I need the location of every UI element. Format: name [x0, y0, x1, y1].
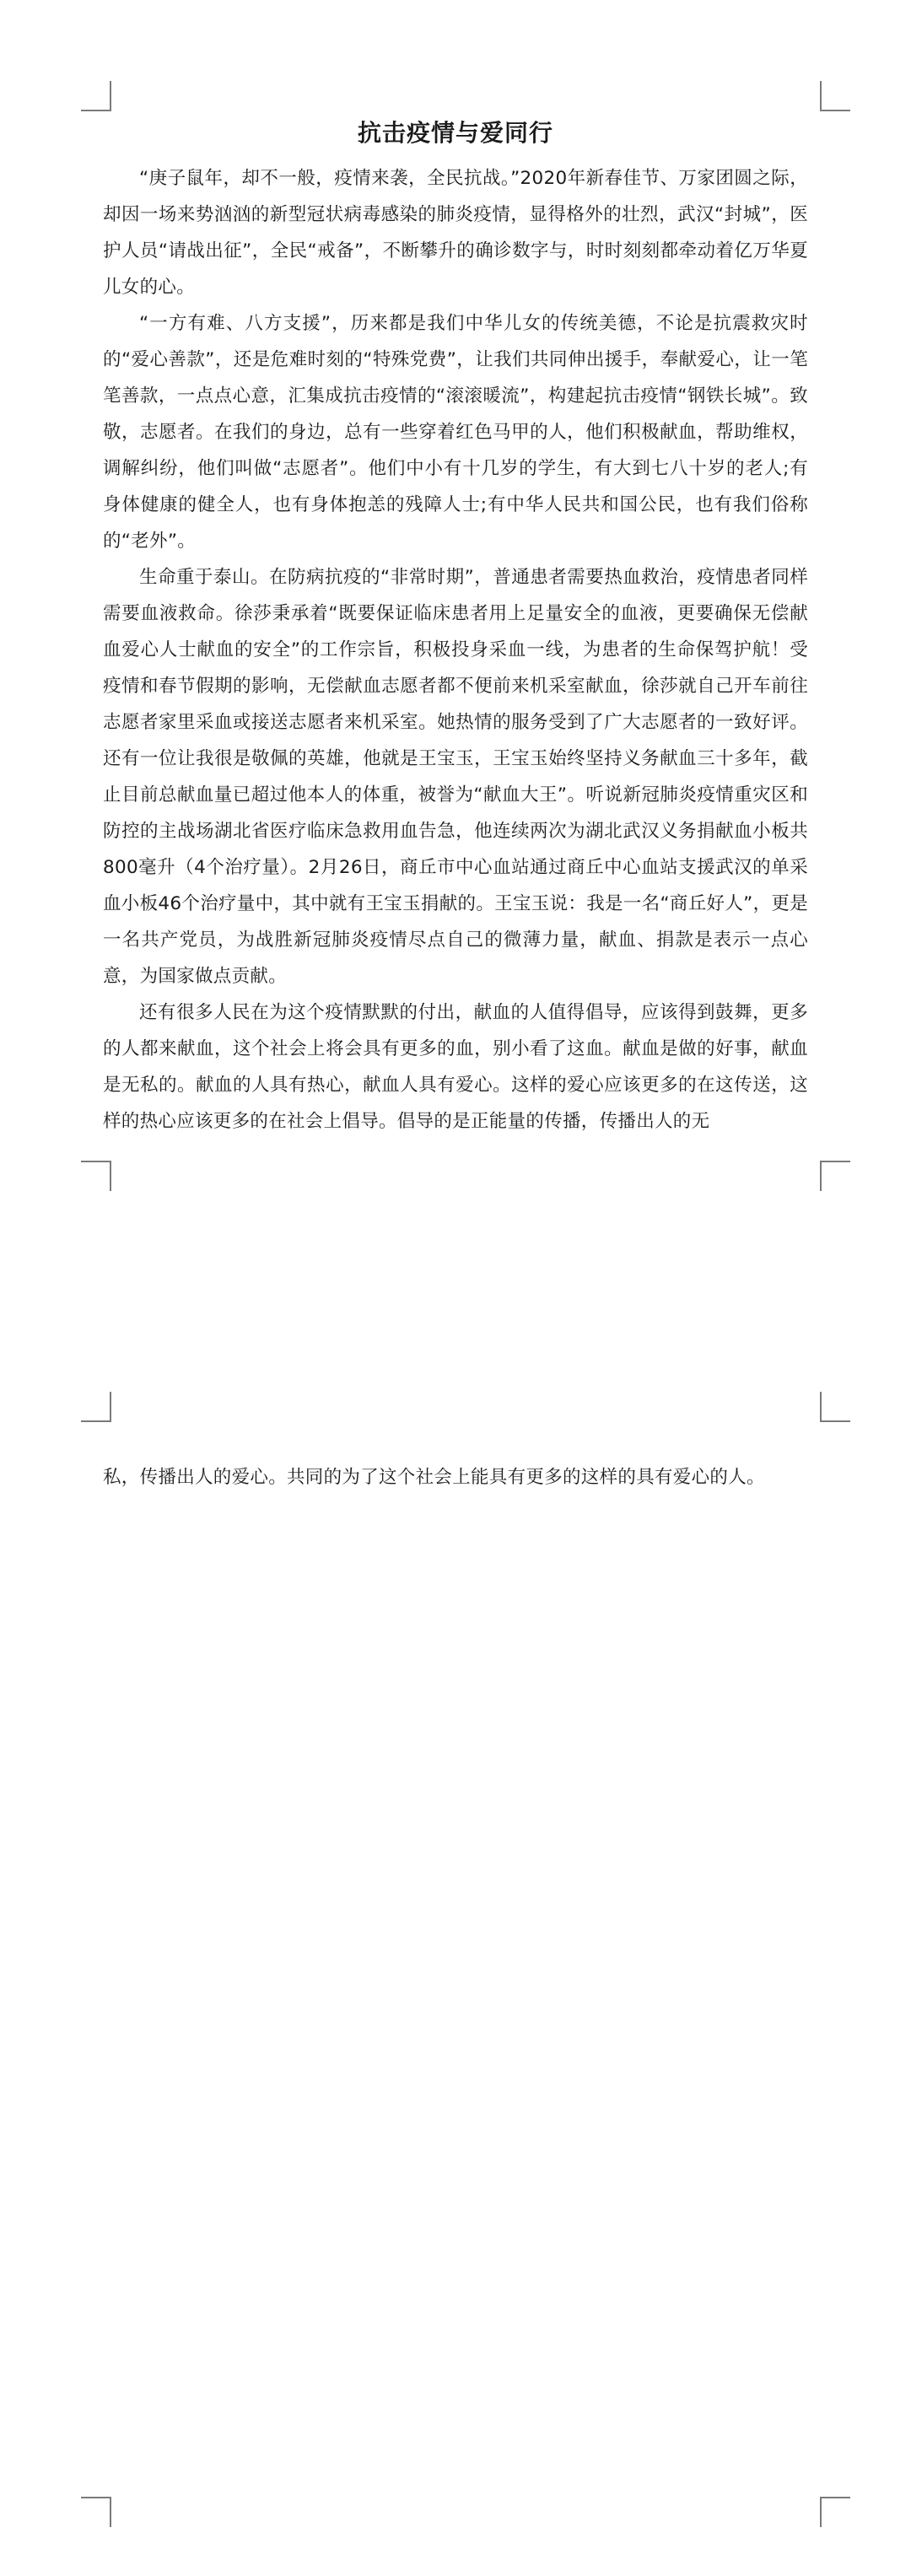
- crop-mark-top-right: [820, 81, 850, 111]
- page-2-content: [103, 1459, 808, 1495]
- crop-mark-bottom-right: [820, 2497, 850, 2527]
- crop-mark-top-right: [820, 1392, 850, 1422]
- document-page-1: [0, 0, 911, 1189]
- document-page-2: [0, 1392, 911, 2576]
- page-1-content: [103, 110, 808, 1140]
- crop-mark-bottom-right: [820, 1161, 850, 1191]
- paragraph-1: “庚子鼠年，却不一般，疫情来袭，全民抗战。”2020年新春佳节、万家团圆之际，却因一场来势汹汹的新型冠状病毒感染的肺炎疫情，显得格外的壮烈，武汉“封城”，医护人员“请战出征”，全民“戒备”，不断攀升的确诊数字与，时时刻刻都牵动着亿万华夏儿女的心。: [103, 168, 808, 298]
- document-title: 抗击疫情与爱同行: [357, 119, 553, 147]
- crop-mark-top-left: [81, 81, 111, 111]
- paragraph-4: 还有很多人民在为这个疫情默默的付出，献血的人值得倡导，应该得到鼓舞，更多的人都来献血，这个社会上将会具有更多的血，别小看了这血。献血是做的好事，献血是无私的。献血的人具有热心，献血人具有爱心。这样的爱心应该更多的在这传送，这样的热心应该更多的在社会上倡导。倡导的是正能量的传播，传播出人的无: [103, 1002, 808, 1132]
- paragraph-2: “一方有难、八方支援”，历来都是我们中华儿女的传统美德，不论是抗震救灾时的“爱心善款”，还是危难时刻的“特殊党费”，让我们共同伸出援手，奉献爱心，让一笔笔善款，一点点心意，汇集成抗击疫情的“滚滚暖流”，构建起抗击疫情“钢铁长城”。致敬，志愿者。在我们的身边，总有一些穿着红色马甲的人，他们积极献血，帮助维权，调解纠纷，他们叫做“志愿者”。他们中小有十几岁的学生，有大到七八十岁的老人;有身体健康的健全人，也有身体抱恙的残障人士;有中华人民共和国公民，也有我们俗称的“老外”。: [103, 313, 808, 552]
- paragraph-3: 生命重于泰山。在防病抗疫的“非常时期”，普通患者需要热血救治，疫情患者同样需要血液救命。徐莎秉承着“既要保证临床患者用上足量安全的血液，更要确保无偿献血爱心人士献血的安全”的工作宗旨，积极投身采血一线，为患者的生命保驾护航！受疫情和春节假期的影响，无偿献血志愿者都不便前来机采室献血，徐莎就自己开车前往志愿者家里采血或接送志愿者来机采室。她热情的服务受到了广大志愿者的一致好评。还有一位让我很是敬佩的英雄，他就是王宝玉，王宝玉始终坚持义务献血三十多年，截止目前总献血量已超过他本人的体重，被誉为“献血大王”。听说新冠肺炎疫情重灾区和防控的主战场湖北省医疗临床急救用血告急，他连续两次为湖北武汉义务捐献血小板共800毫升（4个治疗量）。2月26日，商丘市中心血站通过商丘中心血站支援武汉的单采血小板46个治疗量中，其中就有王宝玉捐献的。王宝玉说：我是一名“商丘好人”，更是一名共产党员，为战胜新冠肺炎疫情尽点自己的微薄力量，献血、捐款是表示一点心意，为国家做点贡献。: [103, 567, 808, 987]
- crop-mark-bottom-left: [81, 2497, 111, 2527]
- crop-mark-bottom-left: [81, 1161, 111, 1191]
- crop-mark-top-left: [81, 1392, 111, 1422]
- paragraph-4-continuation: 私，传播出人的爱心。共同的为了这个社会上能具有更多的这样的具有爱心的人。: [103, 1467, 765, 1488]
